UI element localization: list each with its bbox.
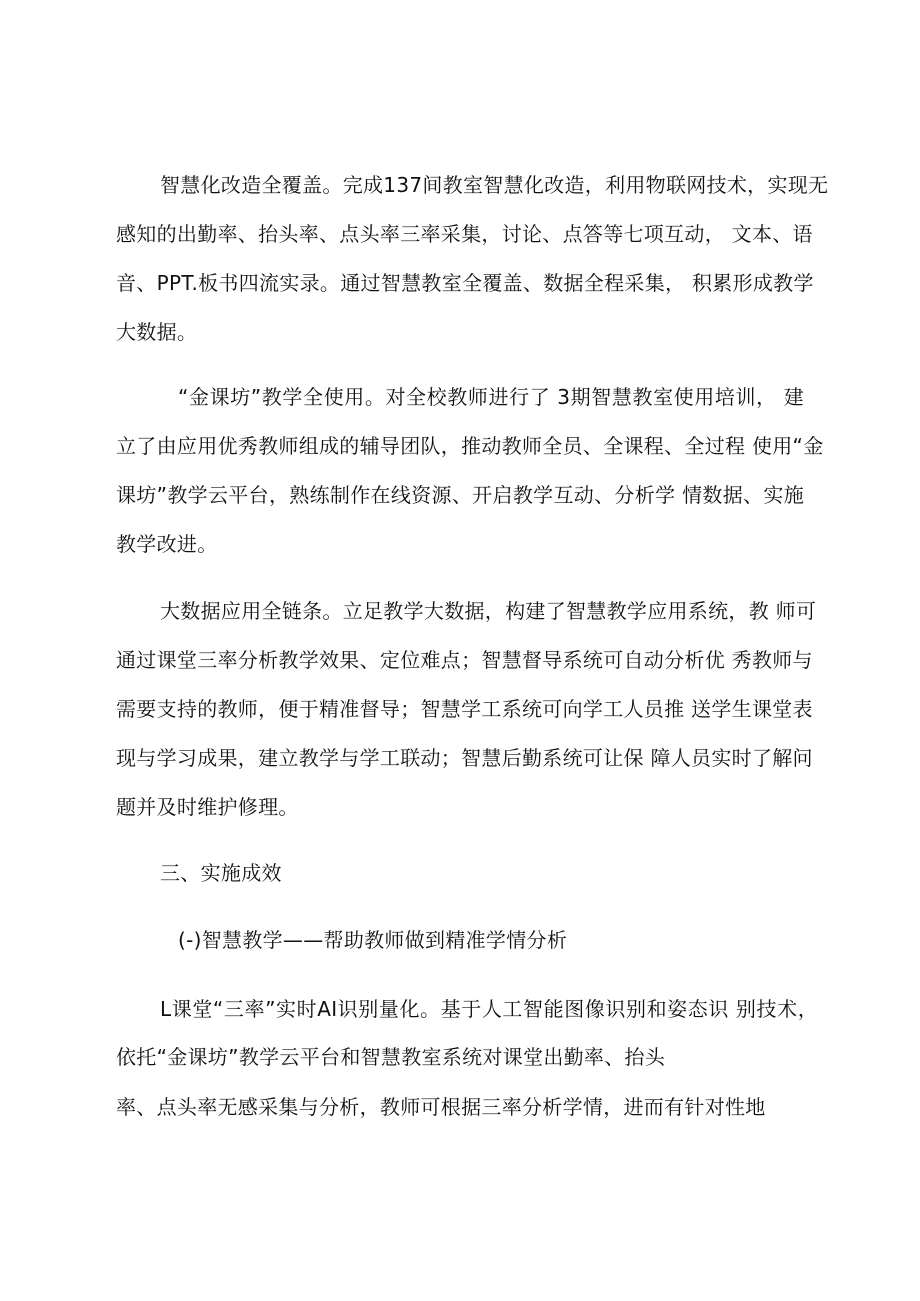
paragraph-4-line-2: 依托“金课坊”教学云平台和智慧教室系统对课堂出勤率、抬头 [116,1045,666,1069]
paragraph-3-line-4: 现与学习成果，建立教学与学工联动；智慧后勤系统可让保 障人员实时了解问 [116,746,813,770]
paragraph-3-line-2: 通过课堂三率分析教学效果、定位难点；智慧督导系统可自动分析优 秀教师与 [116,648,813,672]
paragraph-3-line-5: 题并及时维护修理。 [116,795,299,819]
paragraph-2-line-2: 立了由应用优秀教师组成的辅导团队，推动教师全员、全课程、全过程 使用“金 [116,434,824,458]
subsection-heading: (-)智慧教学——帮助教师做到精准学情分析 [178,928,568,952]
paragraph-3-line-3: 需要支持的教师，便于精准督导；智慧学工系统可向学工人员推 送学生课堂表 [116,697,813,721]
paragraph-1-line-4: 大数据。 [116,320,198,344]
paragraph-4-line-1: L课堂“三率”实时AI识别量化。基于人工智能图像识别和姿态识 别技术， [160,997,818,1021]
paragraph-1-line-1: 智慧化改造全覆盖。完成137间教室智慧化改造，利用物联网技术，实现无 [160,173,829,197]
paragraph-4-line-3: 率、点头率无感采集与分析，教师可根据三率分析学情，进而有针对性地 [116,1095,766,1119]
section-heading: 三、实施成效 [160,861,282,885]
paragraph-1-line-2: 感知的出勤率、抬头率、点头率三率采集，讨论、点答等七项互动， 文本、语 [116,222,813,246]
paragraph-2-line-3: 课坊”教学云平台，熟练制作在线资源、开启教学互动、分析学 情数据、实施 [116,483,804,507]
paragraph-2-line-1: “金课坊”教学全使用。对全校教师进行了 3期智慧教室使用培训， 建 [178,385,804,409]
paragraph-2-line-4: 教学改进。 [116,532,218,556]
paragraph-1-line-3: 音、PPT.板书四流实录。通过智慧教室全覆盖、数据全程采集， 积累形成教学 [116,271,814,295]
paragraph-3-line-1: 大数据应用全链条。立足教学大数据，构建了智慧教学应用系统，教 师可 [160,599,817,623]
